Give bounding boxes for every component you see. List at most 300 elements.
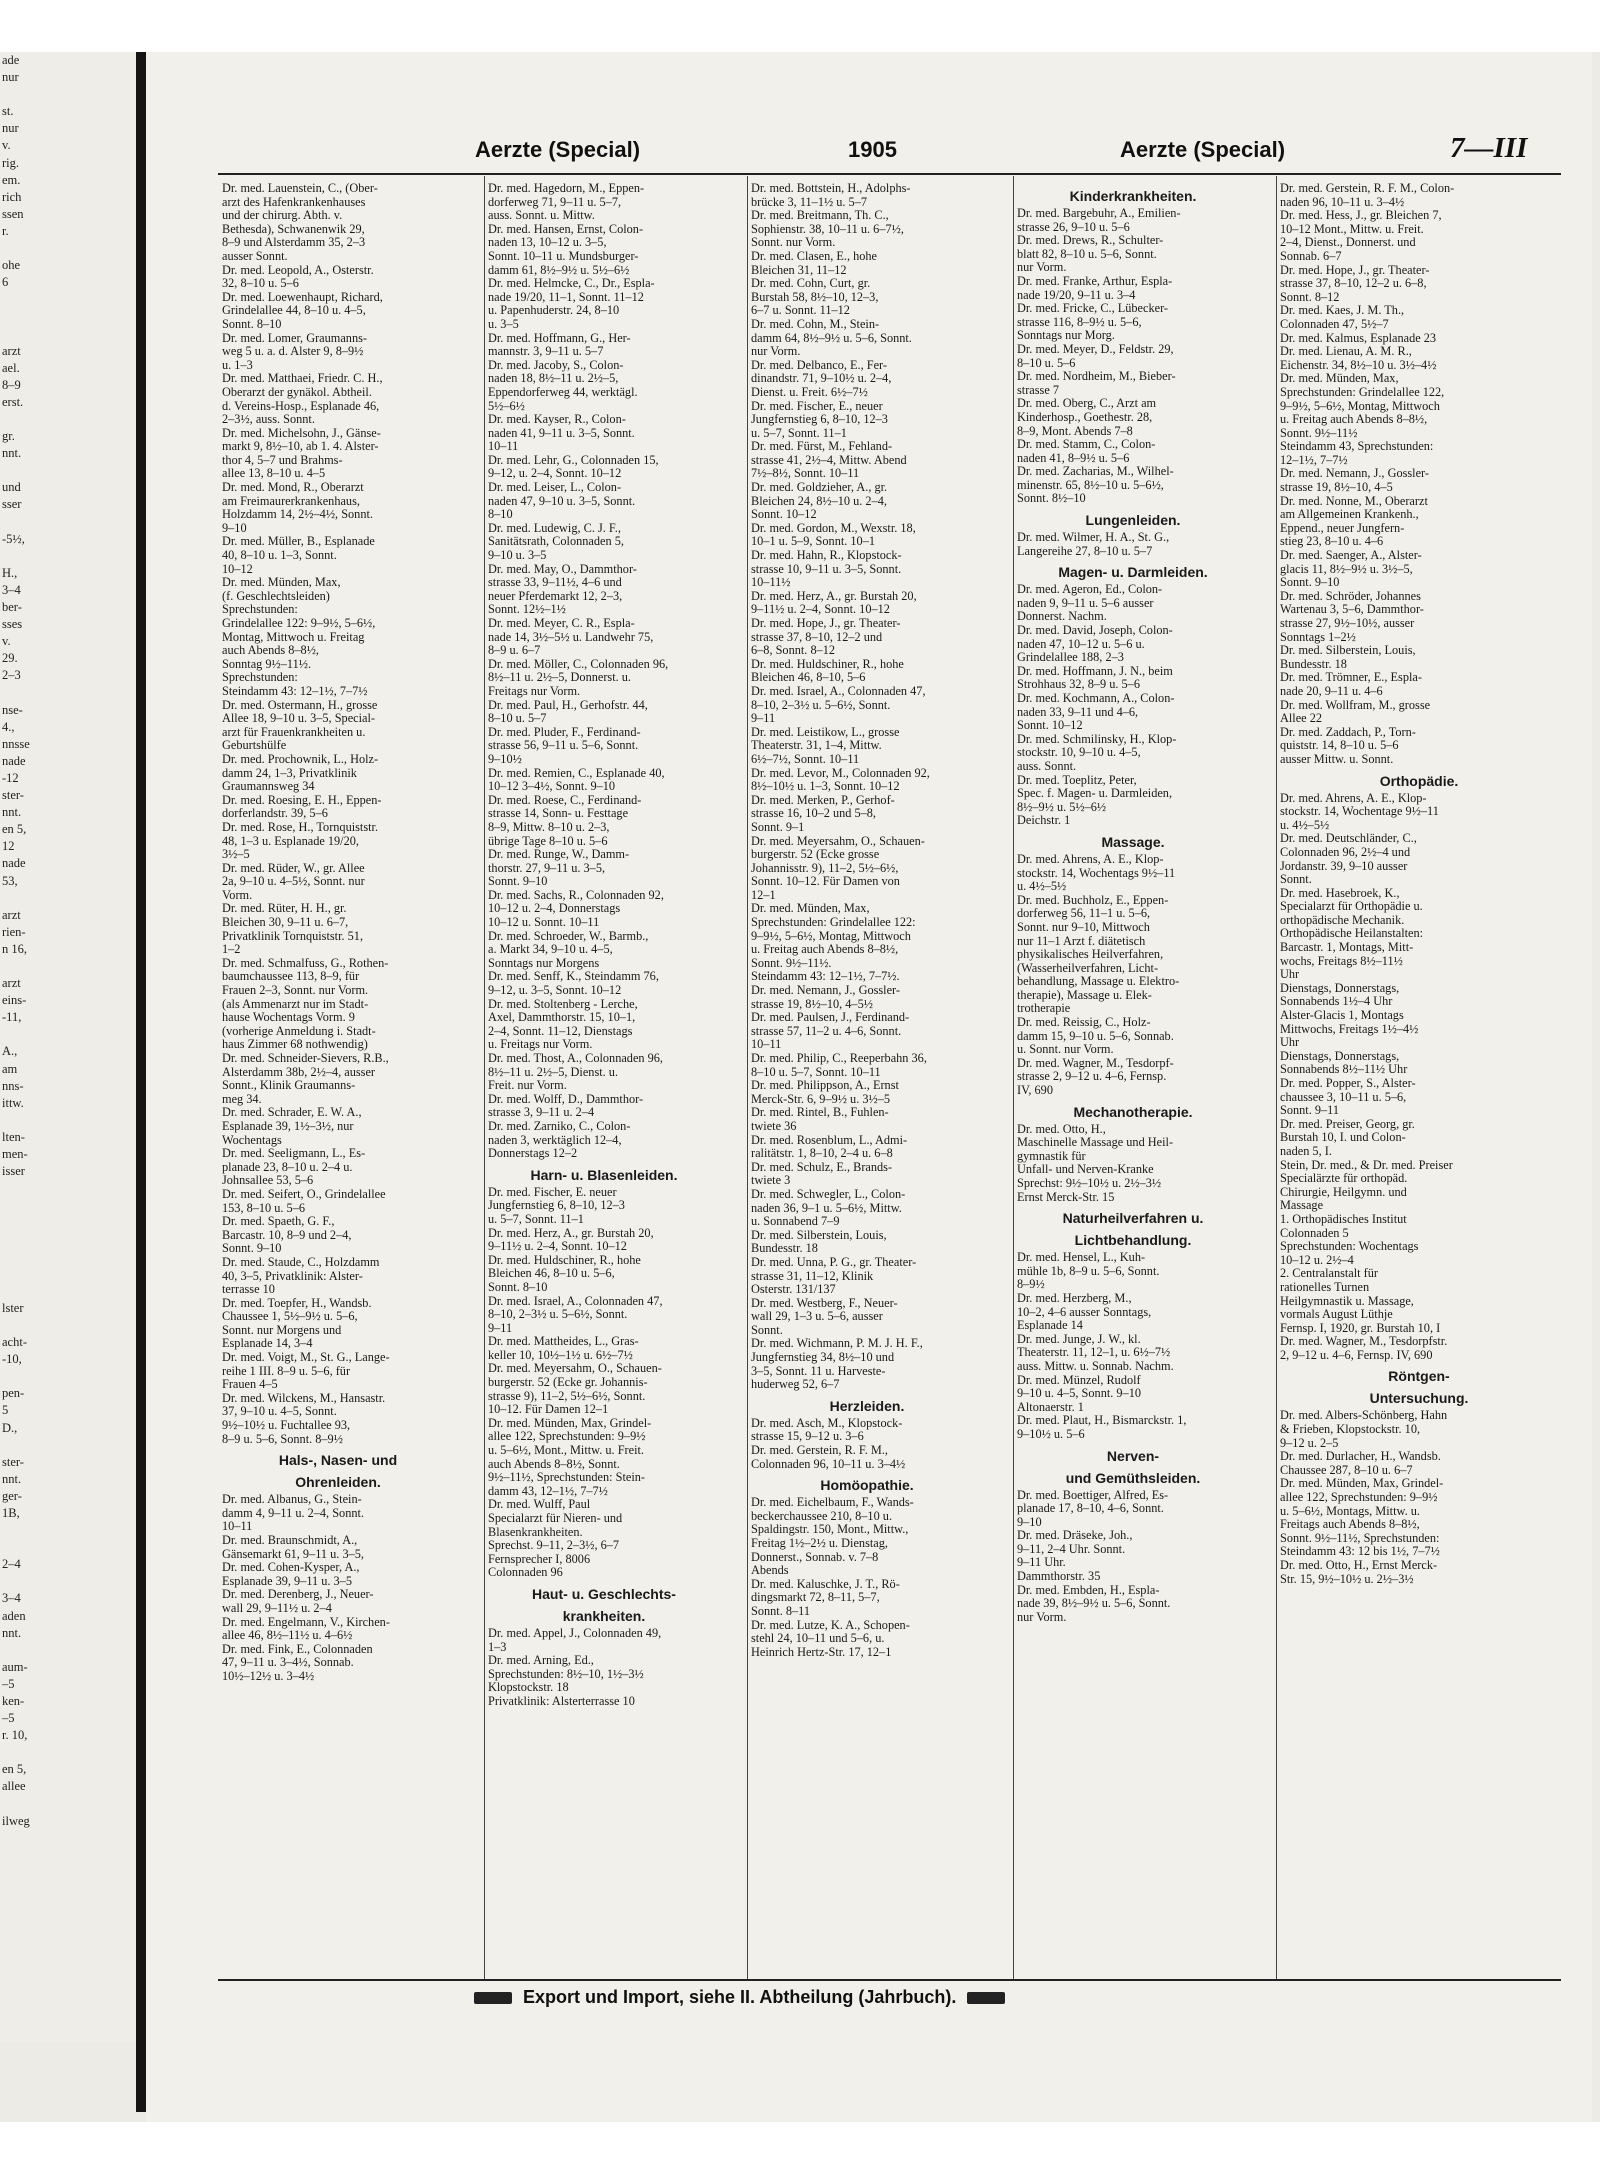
entry-line: Dr. med. Bargebuhr, A., Emilien- [1017, 207, 1181, 220]
entry-line: nade 19/20, 9–11 u. 3–4 [1017, 288, 1136, 302]
entry-line: 8–9 und Alsterdamm 35, 2–3 [222, 236, 366, 250]
entry-line: Sonnt. 8½–10 [1017, 492, 1086, 506]
entry-line: 1–2 [222, 943, 241, 957]
entry-line: strasse 37, 8–10, 12–2 und [751, 630, 883, 644]
margin-fragment: nur [2, 121, 19, 136]
entry-line: IV, 690 [1017, 1084, 1053, 1098]
entry-line: Dr. med. Gordon, M., Wexstr. 18, [751, 521, 916, 535]
margin-fragment: pen- [2, 1386, 25, 1401]
column-3 [751, 182, 983, 1976]
entry-line: Klopstockstr. 18 [488, 1681, 569, 1695]
entry-line: Dr. med. Hahn, R., Klopstock- [751, 549, 902, 563]
entry-line: ausser Mittw. u. Sonnt. [1280, 752, 1394, 766]
entry-line: arzt für Frauenkrankheiten u. [222, 725, 366, 739]
entry-line: minenstr. 65, 8½–10 u. 5–6½, [1017, 478, 1164, 492]
entry-line: Dr. med. Stamm, C., Colon- [1017, 438, 1156, 452]
entry-line: Stein, Dr. med., & Dr. med. Preiser [1280, 1158, 1453, 1172]
entry-line: Dr. med. Plaut, H., Bismarckstr. 1, [1017, 1414, 1187, 1428]
entry-line: Sprechstunden: Wochentags [1280, 1240, 1419, 1254]
section-heading: Homöopathie. [820, 1477, 914, 1494]
entry-line: Dr. med. Herz, A., gr. Burstah 20, [751, 589, 917, 603]
margin-fragment: und [2, 480, 21, 495]
entry-line: Sonnt. 9–1 [751, 820, 805, 834]
entry-line: Sonnt. 10–12. Für Damen von [751, 875, 900, 889]
entry-line: Kinderhosp., Goethestr. 28, [1017, 410, 1153, 424]
margin-fragment: -11, [2, 1010, 22, 1025]
margin-fragment: v. [2, 138, 11, 153]
entry-line: damm 43, 12–1½, 7–7½ [488, 1484, 608, 1498]
entry-line: Sprechst: 9½–10½ u. 2½–3½ [1017, 1177, 1162, 1190]
margin-fragment [0, 684, 136, 701]
entry-line: Burstah 58, 8½–10, 12–3, [751, 290, 879, 304]
entry-line: 48, 1–3 u. Esplanade 19/20, [222, 834, 359, 848]
entry-line: Dr. med. Nemann, J., Gossler- [1280, 467, 1429, 481]
entry-line: u. 4½–5½ [1280, 818, 1330, 832]
entry-line: u. Sonnabend 7–9 [751, 1215, 840, 1229]
entry-line: hause Wochentags Vorm. 9 [222, 1011, 355, 1025]
entry-line: Dr. med. Münden, Max, Grindel- [488, 1416, 652, 1430]
entry-line: orthopädische Mechanik. [1280, 913, 1405, 927]
entry-line: naden 36, 9–1 u. 5–6½, Mittw. [751, 1201, 902, 1215]
entry-line: Dr. med. Philippson, A., Ernst [751, 1079, 899, 1093]
entry-line: Jungfernstieg 6, 8–10, 12–3 [751, 413, 888, 427]
entry-line: Dr. med. Kaluschke, J. T., Rö- [751, 1577, 900, 1591]
column-divider [747, 176, 748, 1980]
entry-line: Dr. med. Ageron, Ed., Colon- [1017, 583, 1163, 597]
entry-line: Dr. med. Trömner, E., Espla- [1280, 671, 1422, 685]
margin-fragment: A., [2, 1044, 18, 1059]
margin-fragment [0, 514, 136, 531]
entry-line: Dr. med. Israel, A., Colonnaden 47, [751, 684, 926, 698]
entry-line: wall 29, 1–3 u. 5–6, ausser [751, 1310, 883, 1324]
entry-line: 2. Centralanstalt für [1280, 1267, 1379, 1281]
margin-fragment: 53, [2, 873, 18, 888]
margin-fragment: 2–3 [2, 668, 21, 683]
entry-line: Dr. med. Rüder, W., gr. Allee [222, 861, 365, 875]
entry-line: ralitätstr. 1, 8–10, 2–4 u. 6–8 [751, 1147, 893, 1161]
entry-line: 3–5, Sonnt. 11 u. Harveste- [751, 1364, 886, 1378]
entry-line: strasse 19, 8½–10, 4–5 [1280, 481, 1393, 495]
margin-fragment [0, 326, 136, 343]
entry-line: u. 5–6½, Mont., Mittw. u. Freit. [488, 1444, 644, 1458]
entry-line: strasse 10, 9–11 u. 3–5, Sonnt. [751, 562, 902, 576]
section-heading: Mechanotherapie. [1073, 1103, 1193, 1120]
entry-line: Dr. med. Meyer, C. R., Espla- [488, 617, 635, 630]
entry-line: 12–1½, 7–7½ [1280, 453, 1348, 467]
entry-line: reihe 1 III. 8–9 u. 5–6, für [222, 1364, 351, 1378]
entry-line: 9–9½, 5–6½, Montag, Mittwoch [751, 929, 911, 943]
entry-line: Dr. med. Franke, Arthur, Espla- [1017, 274, 1173, 288]
section-heading: Röntgen- [1388, 1368, 1450, 1385]
entry-line: nur Vorm. [751, 345, 801, 359]
entry-line: Dr. med. Fink, E., Colonnaden [222, 1642, 373, 1656]
entry-line: Dr. med. Nemann, J., Gossler- [751, 984, 900, 998]
margin-fragment [0, 1796, 136, 1813]
margin-fragment [0, 240, 136, 257]
entry-line: Sonnt. 8–12 [1280, 290, 1340, 304]
entry-line: Dr. med. Kochmann, A., Colon- [1017, 692, 1175, 705]
entry-line: Ernst Merck-Str. 15 [1017, 1190, 1115, 1204]
entry-line: 9–10 u. 4–5, Sonnt. 9–10 [1017, 1387, 1142, 1401]
page-number: 7—III [1450, 132, 1528, 164]
margin-fragment: ster- [2, 1454, 24, 1469]
entry-line: Massage [1280, 1199, 1324, 1213]
entry-line: Dr. med. Huldschiner, R., hohe [488, 1253, 641, 1267]
entry-line: Dr. med. Jacoby, S., Colon- [488, 358, 624, 372]
margin-fragment [0, 1642, 136, 1659]
entry-line: Sonnab. 6–7 [1280, 249, 1342, 263]
entry-line: Heilgymnastik u. Massage, [1280, 1294, 1414, 1308]
margin-fragment: ber- [2, 600, 22, 614]
margin-fragment: nnsse [2, 736, 30, 751]
entry-line: damm 61, 8½–9½ u. 5½–6½ [488, 263, 630, 277]
entry-line: Dr. med. Zarniko, C., Colon- [488, 1119, 631, 1133]
entry-line: Dr. med. Senff, K., Steindamm 76, [488, 970, 659, 984]
entry-line: strasse 56, 9–11 u. 5–6, Sonnt. [488, 739, 639, 753]
margin-fragment [0, 1214, 136, 1231]
entry-line: damm 4, 9–11 u. 2–4, Sonnt. [222, 1506, 364, 1520]
entry-line: Dr. med. Mond, R., Oberarzt [222, 481, 364, 495]
entry-line: Langereihe 27, 8–10 u. 5–7 [1017, 544, 1153, 558]
margin-fragment: 8–9 [2, 377, 21, 392]
entry-line: 9–12 u. 2–5 [1280, 1436, 1339, 1450]
entry-line: Dr. med. Mattheides, L., Gras- [488, 1335, 639, 1349]
entry-line: Blasenkrankheiten. [488, 1525, 583, 1539]
margin-fragment [0, 1266, 136, 1283]
entry-line: twiete 3 [751, 1174, 791, 1188]
entry-line: Sprechstunden: [222, 671, 298, 685]
margin-fragment: arzt [2, 343, 21, 358]
entry-line: 7½–8½, Sonnt. 10–11 [751, 467, 860, 481]
entry-line: Dr. med. Münden, Max, [1280, 372, 1399, 386]
margin-fragment: 1B, [2, 1505, 20, 1520]
margin-fragment: aden [2, 1608, 26, 1623]
entry-line: Dr. med. Hoffmann, J. N., beim [1017, 664, 1173, 678]
entry-line: 2a, 9–10 u. 4–5½, Sonnt. nur [222, 875, 365, 889]
margin-fragment: nade [2, 856, 26, 871]
previous-page-margin [0, 52, 136, 2042]
entry-line: Dienstags, Donnerstags, [1280, 1049, 1400, 1063]
entry-line: Sonnt. 10–12 [751, 508, 817, 522]
entry-line: 10–12 3–4½, Sonnt. 9–10 [488, 780, 616, 794]
entry-line: Dr. med. Lauenstein, C., (Ober- [222, 182, 378, 195]
margin-fragment [0, 1437, 136, 1454]
entry-line: Dr. med. Hensel, L., Kuh- [1017, 1251, 1146, 1265]
entry-line: Frauen 2–3, Sonnt. nur Vorm. [222, 984, 369, 998]
entry-line: dorferweg 71, 9–11 u. 5–7, [488, 195, 622, 209]
margin-fragment: aum- [2, 1659, 28, 1674]
entry-line: 9½–11½, Sprechstunden: Stein- [488, 1471, 645, 1485]
margin-fragment [0, 1522, 136, 1539]
entry-line: Eppend., neuer Jungfern- [1280, 521, 1405, 535]
margin-fragment: n 16, [2, 941, 27, 956]
column-divider [1013, 176, 1014, 1980]
entry-line: Uhr [1280, 1036, 1300, 1050]
entry-line: Dr. med. Möller, C., Colonnaden 96, [488, 657, 669, 671]
entry-line: Chirurgie, Heilgymn. und [1280, 1185, 1407, 1199]
margin-fragment: r. 10, [2, 1728, 28, 1743]
entry-line: mühle 1b, 8–9 u. 5–6, Sonnt. [1017, 1264, 1160, 1278]
margin-fragment: allee [2, 1779, 26, 1794]
margin-fragment: arzt [2, 907, 21, 922]
entry-line: strasse 33, 9–11½, 4–6 und [488, 576, 622, 590]
entry-line: strasse 31, 11–12, Klinik [751, 1269, 874, 1283]
entry-line: u. 4½–5½ [1017, 880, 1067, 894]
entry-line: baumchaussee 113, 8–9, für [222, 970, 360, 984]
entry-line: 9–10 [222, 521, 247, 535]
entry-line: Uhr [1280, 968, 1300, 982]
entry-line: Dr. med. Matthaei, Friedr. C. H., [222, 372, 383, 386]
entry-line: 8½–11 u. 2½–5, Dienst. u. [488, 1065, 619, 1079]
entry-line: 9–11 Uhr. [1017, 1556, 1066, 1570]
entry-line: 9–12, u. 3–5, Sonnt. 10–12 [488, 984, 622, 998]
entry-line: thorstr. 27, 9–11 u. 3–5, [488, 861, 606, 875]
section-heading: Nerven- [1106, 1447, 1160, 1464]
entry-line: strasse 57, 11–2 u. 4–6, Sonnt. [751, 1024, 902, 1038]
entry-line: Dr. med. Schulz, E., Brands- [751, 1160, 893, 1174]
entry-line: Orthopädische Heilanstalten: [1280, 927, 1424, 941]
entry-line: 10–11 [222, 1520, 253, 1534]
entry-line: 32, 8–10 u. 5–6 [222, 277, 299, 291]
margin-fragment: nnt. [2, 446, 22, 461]
entry-line: Dr. med. Asch, M., Klopstock- [751, 1416, 903, 1430]
entry-line: Dr. med. Rüter, H. H., gr. [222, 902, 347, 916]
entry-line: mannstr. 3, 9–11 u. 5–7 [488, 345, 604, 359]
entry-line: Dr. med. Hope, J., gr. Theater- [751, 617, 901, 630]
column-1 [222, 182, 454, 1976]
entry-line: Alster-Glacis 1, Montags [1280, 1009, 1404, 1023]
entry-line: dingsmarkt 72, 8–11, 5–7, [751, 1591, 880, 1605]
section-heading: Lungenleiden. [1085, 512, 1181, 529]
entry-line: Fernsp. I, 1920, gr. Burstah 10, I [1280, 1321, 1441, 1335]
column-divider [1276, 176, 1277, 1980]
margin-fragment [0, 291, 136, 308]
entry-line: 2–4, Sonnt. 11–12, Dienstags [488, 1024, 633, 1038]
entry-line: Dr. med. Rintel, B., Fuhlen- [751, 1106, 889, 1120]
entry-line: 2, 9–12 u. 4–6, Fernsp. IV, 690 [1280, 1348, 1433, 1362]
entry-line: Sonnt. nur Vorm. [751, 236, 836, 250]
entry-line: Dr. med. Kaes, J. M. Th., [1280, 304, 1405, 318]
margin-fragment: nnt. [2, 1625, 22, 1640]
margin-fragment: 29. [2, 651, 18, 666]
entry-line: übrige Tage 8–10 u. 5–6 [488, 834, 608, 848]
margin-fragment: arzt [2, 976, 21, 991]
entry-line: Theaterstr. 11, 12–1, u. 6½–7½ [1017, 1346, 1171, 1360]
section-heading: Haut- u. Geschlechts- [532, 1585, 676, 1602]
entry-line: 9–9½, 5–6½, Montag, Mittwoch [1280, 399, 1440, 413]
margin-fragment [0, 1744, 136, 1761]
entry-line: Freitag 1½–2½ u. Dienstag, [751, 1537, 888, 1550]
entry-line: Bethesda), Schwanenwik 29, [222, 222, 365, 236]
entry-line: Dr. med. Toepfer, H., Wandsb. [222, 1296, 372, 1310]
entry-line: Holzdamm 14, 2½–4½, Sonnt. [222, 508, 373, 522]
pointing-hand-icon [967, 1992, 1005, 2004]
entry-line: 9–11, 2–4 Uhr. Sonnt. [1017, 1542, 1126, 1556]
entry-line: Barcastr. 1, Montags, Mitt- [1280, 941, 1414, 955]
entry-line: Dr. med. Levor, M., Colonnaden 92, [751, 766, 930, 780]
entry-line: Allee 22 [1280, 712, 1323, 726]
entry-line: Dr. med. Schröder, Johannes [1280, 589, 1421, 603]
entry-line: Grindelallee 122: 9–9½, 5–6½, [222, 617, 376, 630]
entry-line: strasse 116, 8–9½ u. 5–6, [1017, 315, 1142, 329]
entry-line: & Frieben, Klopstockstr. 10, [1280, 1423, 1421, 1437]
entry-line: Johannisstr. 9), 11–2, 5½–6½, [751, 861, 899, 875]
entry-line: Dr. med. Wilckens, M., Hansastr. [222, 1391, 386, 1405]
entry-line: wall 29, 9–11½ u. 2–4 [222, 1601, 332, 1615]
entry-line: Dr. med. Oberg, C., Arzt am [1017, 397, 1157, 411]
section-heading: und Gemüthsleiden. [1065, 1469, 1201, 1486]
entry-line: neuer Pferdemarkt 12, 2–3, [488, 589, 623, 603]
entry-line: thor 4, 5–7 und Brahms- [222, 453, 343, 467]
section-heading: Hals-, Nasen- und [278, 1452, 398, 1469]
entry-line: Sonnt. 9½–11½, Sprechstunden: [1280, 1531, 1440, 1545]
entry-line: 8–9, Mont. Abends 7–8 [1017, 424, 1133, 438]
entry-line: 9–10½ [488, 752, 522, 766]
entry-line: Dr. med. Lutze, K. A., Schopen- [751, 1618, 910, 1632]
entry-line: Barcastr. 10, 8–9 und 2–4, [222, 1228, 352, 1242]
entry-line: Allee 18, 9–10 u. 3–5, Special- [222, 712, 375, 726]
entry-line: 10½–12½ u. 3–4½ [222, 1669, 315, 1683]
entry-line: burgerstr. 52 (Ecke gr. Johannis- [488, 1376, 648, 1390]
section-heading: Ohrenleiden. [295, 1474, 381, 1491]
entry-line: Bundesstr. 18 [751, 1242, 818, 1256]
entry-line: Dr. med. Hope, J., gr. Theater- [1280, 263, 1430, 277]
entry-line: 37, 9–10 u. 4–5, Sonnt. [222, 1405, 337, 1419]
entry-line: (f. Geschlechtsleiden) [222, 589, 330, 603]
entry-line: Dr. med. Cohn, M., Stein- [751, 317, 880, 331]
entry-line: Dr. med. Silberstein, Louis, [1280, 644, 1416, 658]
entry-line: Maschinelle Massage und Heil- [1017, 1136, 1174, 1150]
margin-fragment: nse- [2, 702, 23, 717]
margin-fragment: nnt. [2, 1471, 22, 1486]
entry-line: 9–10 u. 3–5 [488, 549, 547, 563]
entry-line: Dr. med. Zaddach, P., Torn- [1280, 725, 1416, 739]
entry-line: Montag, Mittwoch u. Freitag [222, 630, 365, 644]
entry-line: Dr. med. Lienau, A. M. R., [1280, 345, 1412, 359]
entry-line: strasse 9), 11–2, 5½–6½, Sonnt. [488, 1389, 646, 1403]
entry-line: Unfall- und Nerven-Kranke [1017, 1163, 1154, 1177]
entry-line: 9–11½ u. 2–4, Sonnt. 10–12 [488, 1240, 627, 1254]
entry-line: Freit. nur Vorm. [488, 1079, 567, 1093]
entry-line: Sprechstunden: Grindelallee 122, [1280, 385, 1445, 399]
entry-line: Dr. med. Kayser, R., Colon- [488, 413, 626, 427]
entry-line: Dr. med. Herzberg, M., [1017, 1291, 1132, 1305]
entry-line: Sonnabends 8½–11½ Uhr [1280, 1063, 1408, 1077]
entry-line: Dr. med. Albers-Schönberg, Hahn [1280, 1409, 1448, 1423]
entry-line: Freitags nur Vorm. [488, 684, 581, 698]
entry-line: Dr. med. Schwegler, L., Colon- [751, 1187, 906, 1201]
entry-line: Dr. med. Ostermann, H., grosse [222, 698, 378, 712]
entry-line: Esplanade 14, 3–4 [222, 1337, 313, 1351]
entry-line: Dr. med. Fricke, C., Lübecker- [1017, 302, 1169, 316]
entry-line: Dr. med. Gerstein, R. F. M., Colon- [1280, 182, 1455, 195]
entry-line: strasse 41, 2½–4, Mittw. Abend [751, 453, 907, 467]
entry-line: Sprechst. 9–11, 2–3½, 6–7 [488, 1539, 620, 1553]
entry-line: Dr. med. Meyersahm, O., Schauen- [488, 1362, 662, 1376]
entry-line: Dr. med. Schneider-Sievers, R.B., [222, 1052, 389, 1065]
margin-fragment: sser [2, 497, 22, 512]
entry-line: Dr. med. Drews, R., Schulter- [1017, 234, 1164, 248]
entry-line: markt 9, 8½–10, ab 1. 4. Alster- [222, 440, 379, 454]
entry-line: 8–9½ [1017, 1278, 1045, 1292]
entry-line: 1–3 [488, 1640, 507, 1654]
entry-line: Dr. med. Münden, Max, [751, 902, 870, 916]
entry-line: Sonnt. nur 9–10, Mittwoch [1017, 920, 1150, 934]
entry-line: auch Abends 8–8½, Sonnt. [488, 1457, 620, 1471]
book-gutter [136, 52, 146, 2112]
entry-line: u. Papenhuderstr. 24, 8–10 [488, 304, 620, 318]
entry-line: nur Vorm. [1017, 261, 1067, 275]
entry-line: 8–10, 2–3½ u. 5–6½, Sonnt. [488, 1308, 628, 1322]
entry-line: d. Vereins-Hosp., Esplanade 46, [222, 399, 380, 413]
margin-fragment: am [2, 1061, 18, 1076]
entry-line: naden 41, 8–9½ u. 5–6 [1017, 451, 1130, 465]
entry-line: Dr. med. Deutschländer, C., [1280, 832, 1417, 846]
entry-line: (Wasserheilverfahren, Licht- [1017, 961, 1159, 975]
entry-line: naden 5, I. [1280, 1144, 1332, 1158]
margin-fragment [0, 1231, 136, 1248]
margin-fragment: ade [2, 53, 20, 67]
entry-line: Dienst. u. Freit. 6½–7½ [751, 385, 868, 399]
entry-line: Sanitätsrath, Colonnaden 5, [488, 535, 624, 549]
entry-line: Heinrich Hertz-Str. 17, 12–1 [751, 1645, 892, 1659]
entry-line: 8½–11 u. 2½–5, Donnerst. u. [488, 671, 631, 685]
entry-line: nade 20, 9–11 u. 4–6 [1280, 684, 1383, 698]
entry-line: Dr. med. Derenberg, J., Neuer- [222, 1588, 374, 1602]
entry-line: Strohhaus 32, 8–9 u. 5–6 [1017, 678, 1140, 692]
entry-line: Dr. med. Delbanco, E., Fer- [751, 358, 888, 372]
entry-line: strasse 15, 9–12 u. 3–6 [751, 1430, 864, 1444]
entry-line: Dr. med. Thost, A., Colonnaden 96, [488, 1052, 663, 1065]
column-4 [1017, 182, 1249, 1976]
entry-line: Bleichen 30, 9–11 u. 6–7, [222, 916, 349, 930]
entry-line: 9–11 [751, 712, 776, 726]
entry-line: Dr. med. Seeligmann, L., Es- [222, 1147, 366, 1161]
entry-line: Steindamm 43: 12–1½, 7–7½. [751, 970, 900, 984]
entry-line: Dr. med. Wilmer, H. A., St. G., [1017, 531, 1170, 545]
entry-line: 10–12 u. Sonnt. 10–11 [488, 916, 600, 930]
entry-line: Dr. med. Wagner, M., Tesdorpf- [1017, 1056, 1174, 1070]
entry-line: u. Freitags nur Vorm. [488, 1038, 593, 1052]
entry-line: auss. Sonnt. [1017, 759, 1077, 773]
entry-line: Oberarzt der gynäkol. Abtheil. [222, 385, 372, 399]
entry-line: nade 39, 8½–9½ u. 5–6, Sonnt. [1017, 1597, 1171, 1611]
entry-line: beckerchaussee 210, 8–10 u. [751, 1509, 893, 1523]
entry-line: 153, 8–10 u. 5–6 [222, 1201, 306, 1215]
entry-line: Dr. med. Sachs, R., Colonnaden 92, [488, 888, 664, 902]
entry-line: Dr. med. Schroeder, W., Barmb., [488, 929, 649, 943]
entry-line: strasse 26, 9–10 u. 5–6 [1017, 220, 1130, 234]
entry-line: Alsterdamm 38b, 2½–4, ausser [222, 1065, 376, 1079]
entry-line: Specialarzt für Nieren- und [488, 1512, 623, 1525]
entry-line: Dr. med. Voigt, M., St. G., Lange- [222, 1351, 390, 1365]
margin-fragment: men- [2, 1147, 28, 1161]
entry-line: Donnerst., Sonnab. v. 7–8 [751, 1550, 879, 1564]
entry-line: Dr. med. Pluder, F., Ferdinand- [488, 725, 641, 739]
entry-line: twiete 36 [751, 1119, 797, 1133]
margin-fragment: em. [2, 172, 21, 187]
entry-line: Dr. med. Hasebroek, K., [1280, 886, 1400, 900]
entry-line: Jungfernstieg 6, 8–10, 12–3 [488, 1199, 625, 1213]
scan-background [0, 0, 1600, 52]
entry-line: Dr. med. Breitmann, Th. C., [751, 209, 889, 223]
entry-line: 10–1 u. 5–9, Sonnt. 10–1 [751, 535, 876, 549]
margin-fragment: sses [2, 617, 23, 632]
entry-line: Esplanade 14 [1017, 1319, 1083, 1333]
entry-line: Colonnaden 96, 10–11 u. 3–4½ [751, 1457, 906, 1471]
entry-line: stockstr. 10, 9–10 u. 4–5, [1017, 746, 1141, 760]
entry-line: weg 5 u. a. d. Alster 9, 8–9½ [222, 345, 364, 359]
